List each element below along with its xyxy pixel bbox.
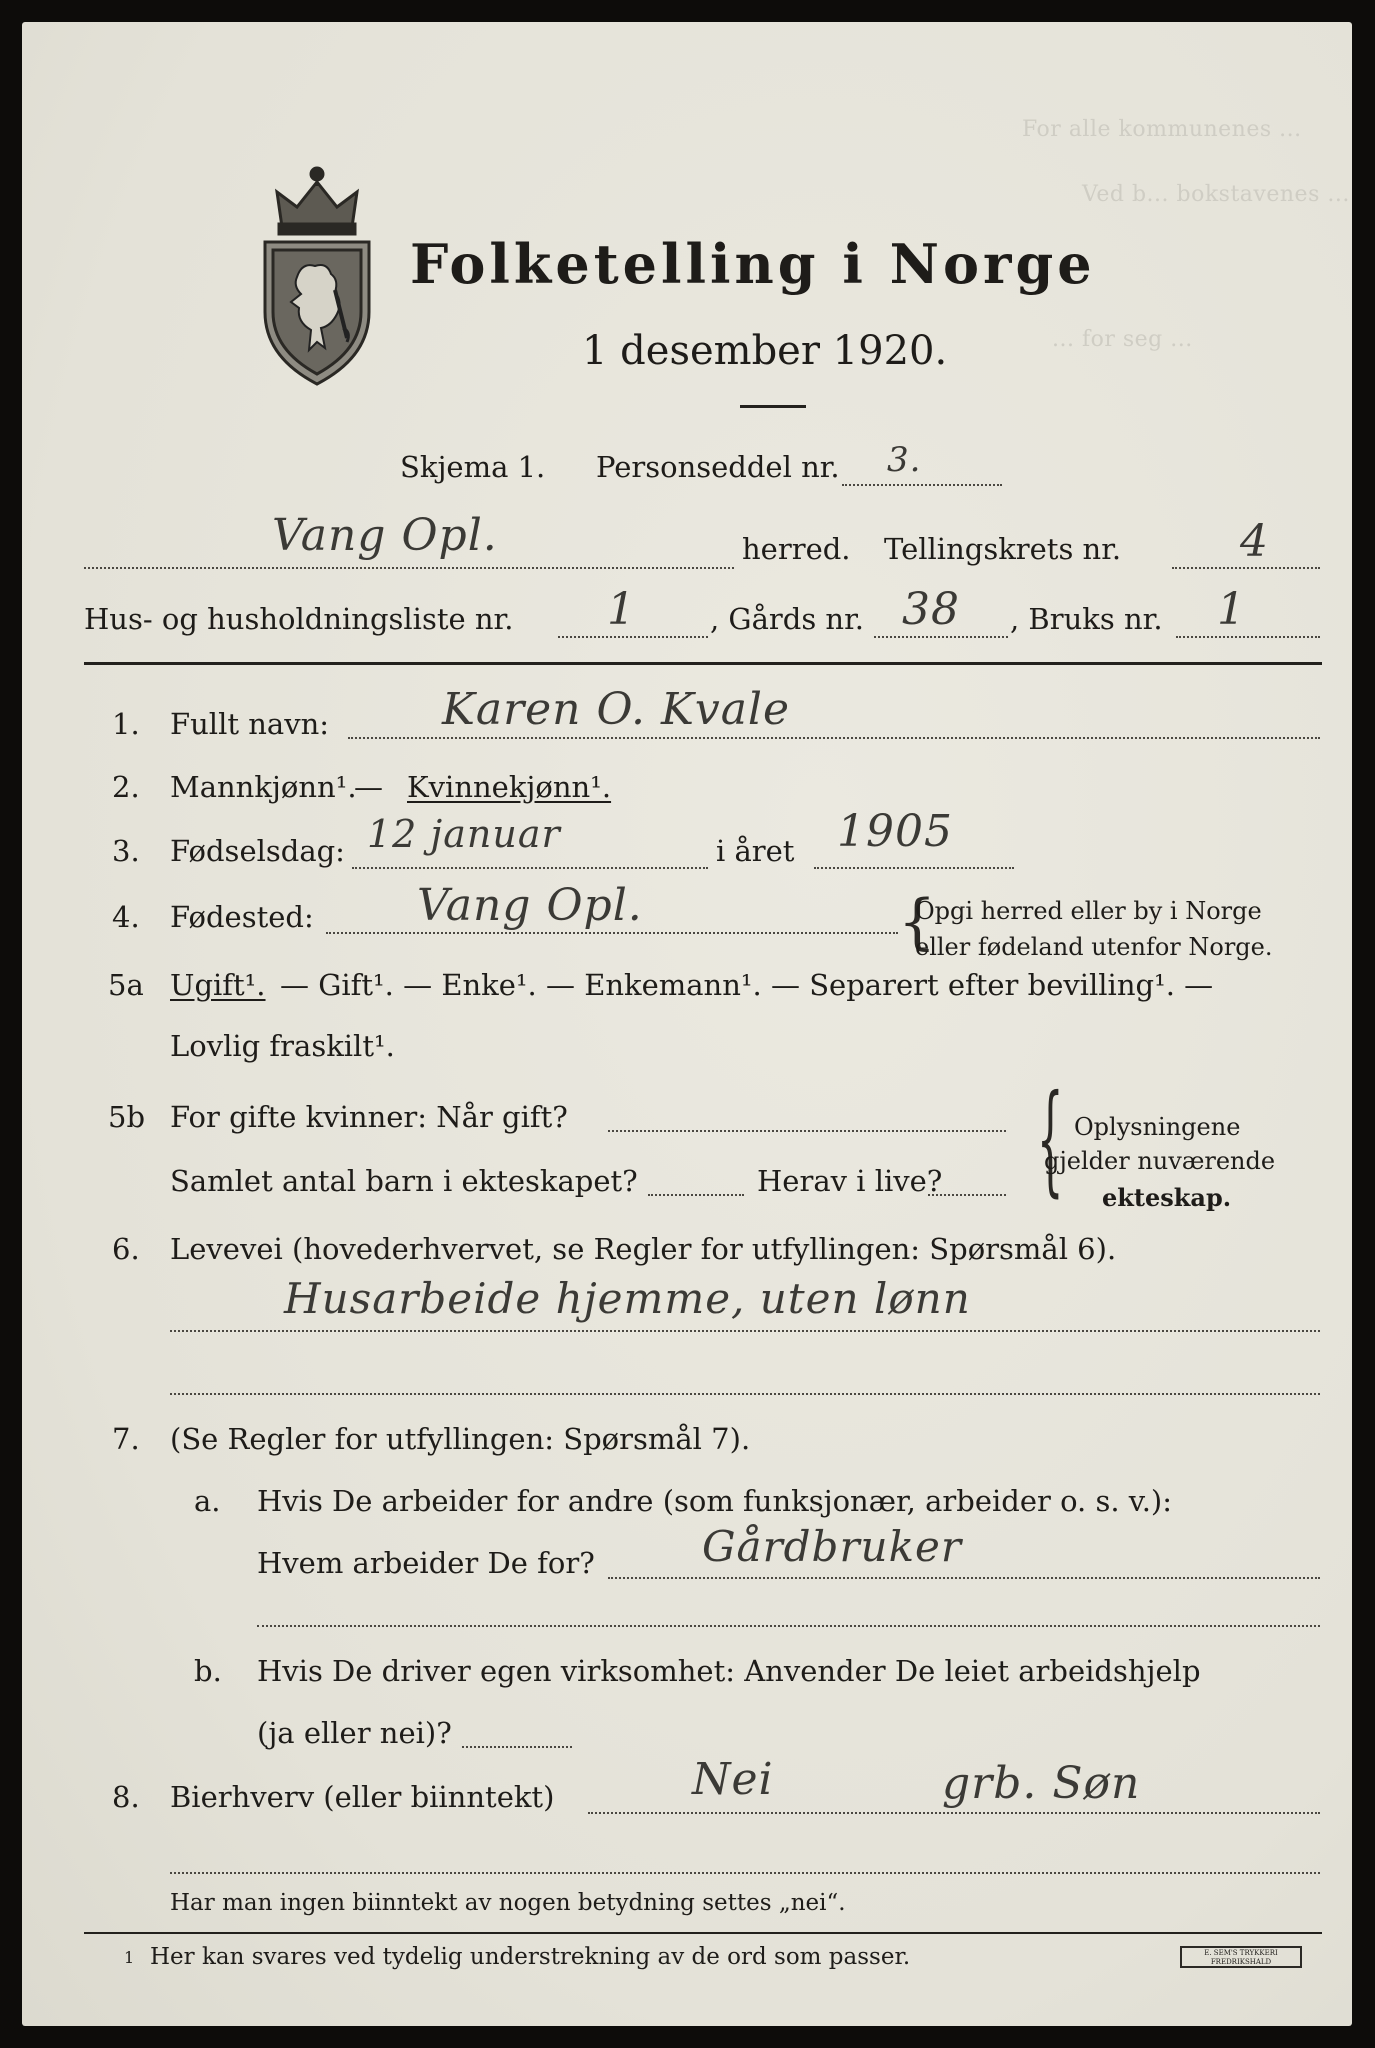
- q7a-letter: a.: [194, 1484, 221, 1518]
- footnote-mark: 1: [124, 1948, 135, 1967]
- hus-line: [558, 636, 708, 638]
- q5b-number: 5b: [108, 1100, 146, 1134]
- header-rule: [84, 662, 1322, 665]
- herred-line: [84, 567, 734, 569]
- footnote-text: Her kan svares ved tydelig understrekning av de ord som passer.: [150, 1944, 911, 1970]
- q5b-alive-label: Herav i live?: [757, 1164, 943, 1198]
- q4-number: 4.: [112, 900, 140, 934]
- q3-year-line: [814, 867, 1014, 869]
- q4-brace: {: [898, 887, 937, 957]
- printer-stamp: E. SEM'S TRYKKERI FREDRIKSHALD: [1180, 1946, 1302, 1968]
- occupation-value[interactable]: Husarbeide hjemme, uten lønn: [284, 1274, 971, 1323]
- q7-number: 7.: [112, 1422, 140, 1456]
- personseddel-line: [842, 484, 1002, 486]
- bleed-through-text: ... for seg ...: [1052, 327, 1193, 352]
- personseddel-value[interactable]: 3.: [887, 440, 922, 480]
- gards-label: , Gårds nr.: [710, 602, 864, 636]
- q7b-label-2: (ja eller nei)?: [257, 1716, 452, 1750]
- q3-day-line: [352, 867, 708, 869]
- bruks-value[interactable]: 1: [1217, 584, 1246, 635]
- birthdate-value[interactable]: 12 januar: [367, 812, 561, 856]
- q5a-fraskilt-option[interactable]: Lovlig fraskilt¹.: [170, 1029, 395, 1063]
- personseddel-label: Personseddel nr.: [596, 450, 840, 484]
- q3-label: Fødselsdag:: [170, 834, 345, 868]
- q6-label: Levevei (hovederhvervet, se Regler for utfyllingen: Spørsmål 6).: [170, 1232, 1117, 1266]
- q8-line-2: [170, 1872, 1320, 1874]
- footer-note: Har man ingen biinntekt av nogen betydning settes „nei“.: [170, 1890, 846, 1916]
- q5b-married-line: [608, 1130, 1006, 1132]
- q5a-number: 5a: [108, 968, 144, 1002]
- census-form-page: [22, 22, 1352, 2026]
- q1-number: 1.: [112, 707, 140, 741]
- q7a-label-1: Hvis De arbeider for andre (som funksjonær, arbeider o. s. v.):: [257, 1484, 1173, 1518]
- herred-label: herred.: [742, 532, 851, 566]
- q4-note-1: Opgi herred eller by i Norge: [915, 897, 1262, 925]
- gards-value[interactable]: 38: [902, 584, 960, 635]
- tellingskrets-value[interactable]: 4: [1240, 516, 1269, 567]
- q5b-brace: {: [1036, 1070, 1064, 1209]
- schema-label: Skjema 1.: [400, 450, 546, 484]
- q7b-label-1: Hvis De driver egen virksomhet: Anvender De leiet arbeidshjelp: [257, 1654, 1201, 1688]
- birthplace-value[interactable]: Vang Opl.: [417, 880, 643, 931]
- footer-rule: [84, 1932, 1322, 1934]
- q3-number: 3.: [112, 834, 140, 868]
- q5b-note-3: ekteskap.: [1102, 1183, 1232, 1212]
- q7a-label-2: Hvem arbeider De for?: [257, 1546, 595, 1580]
- gards-line: [874, 636, 1008, 638]
- census-date: 1 desember 1920.: [582, 328, 948, 374]
- hus-label: Hus- og husholdningsliste nr.: [84, 602, 514, 636]
- tellingskrets-label: Tellingskrets nr.: [884, 532, 1122, 566]
- side-income-note[interactable]: grb. Søn: [942, 1758, 1141, 1809]
- q5a-other-options[interactable]: — Gift¹. — Enke¹. — Enkemann¹. — Separert efter bevilling¹. —: [280, 968, 1214, 1002]
- q4-note-2: eller fødeland utenfor Norge.: [915, 933, 1273, 961]
- bleed-through-text: For alle kommunenes ...: [1022, 117, 1302, 142]
- birth-year-value[interactable]: 1905: [837, 806, 953, 857]
- q4-line: [326, 932, 898, 934]
- tellingskrets-line: [1172, 567, 1320, 569]
- full-name-value[interactable]: Karen O. Kvale: [442, 684, 791, 735]
- q4-label: Fødested:: [170, 900, 314, 934]
- hus-value[interactable]: 1: [607, 584, 636, 635]
- q5b-alive-line: [928, 1194, 1006, 1196]
- q5a-ugift-option[interactable]: Ugift¹.: [170, 968, 266, 1002]
- q5b-note-1: Oplysningene: [1074, 1113, 1241, 1141]
- bruks-label: , Bruks nr.: [1010, 602, 1163, 636]
- q7-label: (Se Regler for utfyllingen: Spørsmål 7).: [170, 1422, 751, 1456]
- q7b-line: [462, 1746, 572, 1748]
- q7b-letter: b.: [194, 1654, 222, 1688]
- q2-male-option[interactable]: Mannkjønn¹.: [170, 770, 357, 804]
- q8-number: 8.: [112, 1780, 140, 1814]
- norway-coat-of-arms-icon: [247, 162, 387, 387]
- q2-number: 2.: [112, 770, 140, 804]
- bruks-line: [1176, 636, 1320, 638]
- q5b-married-label: For gifte kvinner: Når gift?: [170, 1100, 568, 1134]
- q7a-line: [608, 1577, 1320, 1579]
- employer-value[interactable]: Gårdbruker: [702, 1522, 962, 1571]
- q5b-note-2: gjelder nuværende: [1044, 1147, 1276, 1175]
- form-title: Folketelling i Norge: [410, 232, 1096, 296]
- q6-line-1: [170, 1330, 1320, 1332]
- q1-label: Fullt navn:: [170, 707, 330, 741]
- q8-label: Bierhverv (eller biinntekt): [170, 1780, 555, 1814]
- bleed-through-text: Ved b... bokstavenes ...: [1082, 182, 1350, 207]
- q3-year-label: i året: [716, 834, 795, 868]
- q6-line-2: [170, 1393, 1320, 1395]
- q1-line: [348, 737, 1320, 739]
- q5b-children-label: Samlet antal barn i ekteskapet?: [170, 1164, 638, 1198]
- q8-line: [588, 1812, 1320, 1814]
- q7a-line-2: [257, 1625, 1320, 1627]
- herred-value[interactable]: Vang Opl.: [272, 510, 498, 561]
- q2-dash: —: [354, 770, 383, 804]
- side-income-value[interactable]: Nei: [692, 1754, 774, 1805]
- title-divider: [740, 405, 806, 408]
- q6-number: 6.: [112, 1232, 140, 1266]
- q2-female-option[interactable]: Kvinnekjønn¹.: [407, 770, 612, 804]
- q5b-children-line: [648, 1194, 744, 1196]
